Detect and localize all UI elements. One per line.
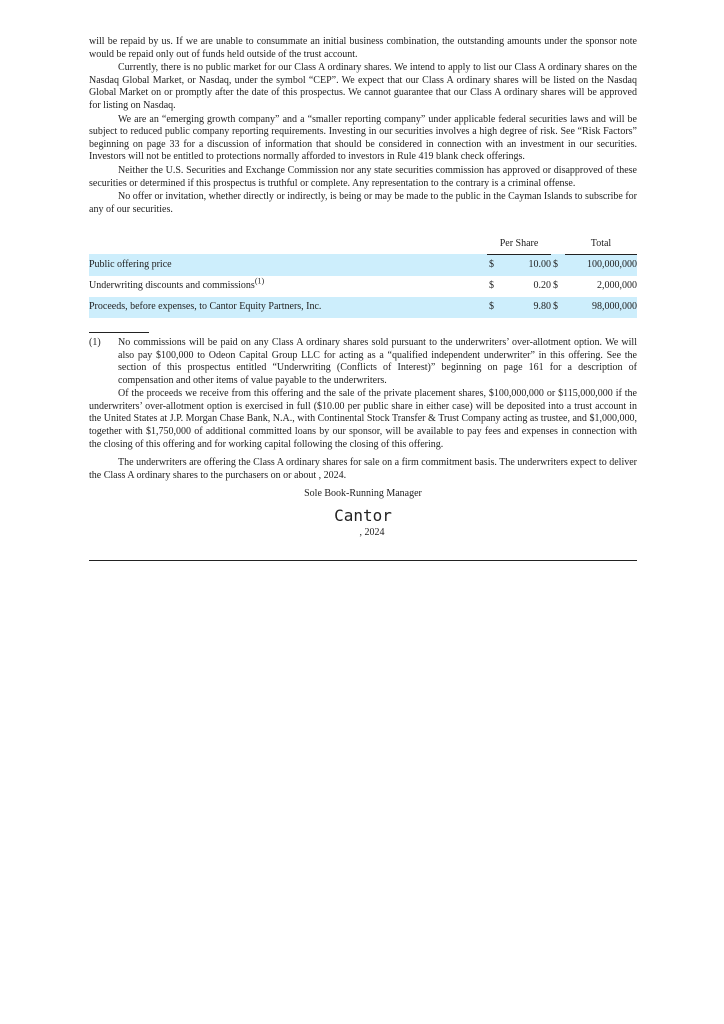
per-share-value: 9.80: [501, 297, 551, 318]
footnote-mark: (1): [89, 336, 101, 348]
manager-label: Sole Book-Running Manager: [304, 488, 422, 500]
per-share-dollar: $: [487, 297, 501, 318]
total-value: 100,000,000: [565, 254, 637, 276]
date-line: , 2024: [359, 527, 385, 539]
per-share-value: 10.00: [501, 254, 551, 276]
paragraph-public-market: Currently, there is no public market for our Class A ordinary shares. We intend to apply to list our Class A ordinary shares on the Nasdaq Global Market, or Nasdaq, under the symbol “CEP”. We expect that our Class A ordinary shares will be listed on the Nasdaq Global Market on or promptly after the date of this prospectus. We cannot guarantee that our Class A ordinary shares will be approved for listing on Nasdaq.: [89, 62, 637, 111]
total-value: 98,000,000: [565, 297, 637, 318]
paragraph-trust-account: will be repaid by us. If we are unable to consummate an initial business combination, the outstanding amounts under the sponsor note would be repaid only out of funds held outside of the trust account.: [89, 36, 637, 60]
table-row: [89, 297, 637, 318]
row-label: Proceeds, before expenses, to Cantor Equity Partners, Inc.: [89, 297, 487, 318]
offering-table-wrapper: [89, 238, 637, 318]
footnote-text: No commissions will be paid on any Class A ordinary shares sold pursuant to the underwriters’ over-allotment option. We will also pay $100,000 to Odeon Capital Group LLC for acting as a “qualified independent underwriter” in this offering. See the section of this prospectus entitled “Underwriting (Conflicts of Interest)” beginning on page 161 for a description of compensation and other items of value payable to the underwriters.: [118, 336, 637, 386]
per-share-dollar: $: [487, 254, 501, 276]
underwriter-name: Cantor: [334, 506, 392, 526]
offering-table: [89, 238, 637, 318]
paragraph-cayman-islands: No offer or invitation, whether directly or indirectly, is being or may be made to the public in the Cayman Islands to subscribe for any of our securities.: [89, 191, 637, 215]
table-row: [89, 254, 637, 276]
footnote: [89, 337, 637, 387]
table-row: [89, 276, 637, 297]
prospectus-page: [89, 36, 637, 561]
row-label: Public offering price: [89, 254, 487, 276]
paragraph-sec-disclaimer: Neither the U.S. Securities and Exchange Commission nor any state securities commission has approved or disapproved of these securities or determined if this prospectus is truthful or complete. Any representation to the contrary is a criminal offense.: [89, 164, 637, 189]
header-total: Total: [565, 238, 637, 254]
paragraph-proceeds: Of the proceeds we receive from this offering and the sale of the private placement shares, $100,000,000 or $115,000,000 if the underwriters’ over-allotment option is exercised in full ($10.00 per public share in either case) will be deposited into a trust account in the United States at J.P. Morgan Chase Bank, N.A., with Continental Stock Transfer & Trust Company acting as trustee, and $1,000,000, together with $1,750,000 of additional committed loans by our sponsor, will be available to pay fees and expenses in connection with the closing of this offering and for working capital following the closing of this offering.: [89, 388, 637, 450]
total-dollar: $: [551, 297, 565, 318]
total-value: 2,000,000: [597, 280, 637, 292]
header-per-share: Per Share: [487, 238, 551, 254]
table-header-row: [89, 238, 637, 254]
bottom-divider: [89, 560, 637, 561]
per-share-value: 0.20: [533, 280, 551, 292]
paragraph-firm-commitment: The underwriters are offering the Class A ordinary shares for sale on a firm commitment basis. The underwriters expect to deliver the Class A ordinary shares to the purchasers on or about , 2024.: [89, 457, 637, 481]
total-dollar: $: [553, 280, 558, 292]
footnote-reference: (1): [254, 276, 265, 286]
total-dollar: $: [551, 254, 565, 276]
per-share-dollar: $: [489, 280, 494, 292]
paragraph-emerging-growth: We are an “emerging growth company” and a “smaller reporting company” under applicable federal securities laws and will be subject to reduced public company reporting requirements. Investing in our securities involves a high degree of risk. See “Risk Factors” beginning on page 33 for a discussion of information that should be considered in connection with an investment in our securities. Investors will not be entitled to protections normally afforded to investors in Rule 419 blank check offerings.: [89, 113, 637, 163]
footnote-divider: [89, 332, 149, 333]
row-label-cell: [89, 276, 487, 297]
row-label: Underwriting discounts and commissions: [89, 280, 255, 292]
